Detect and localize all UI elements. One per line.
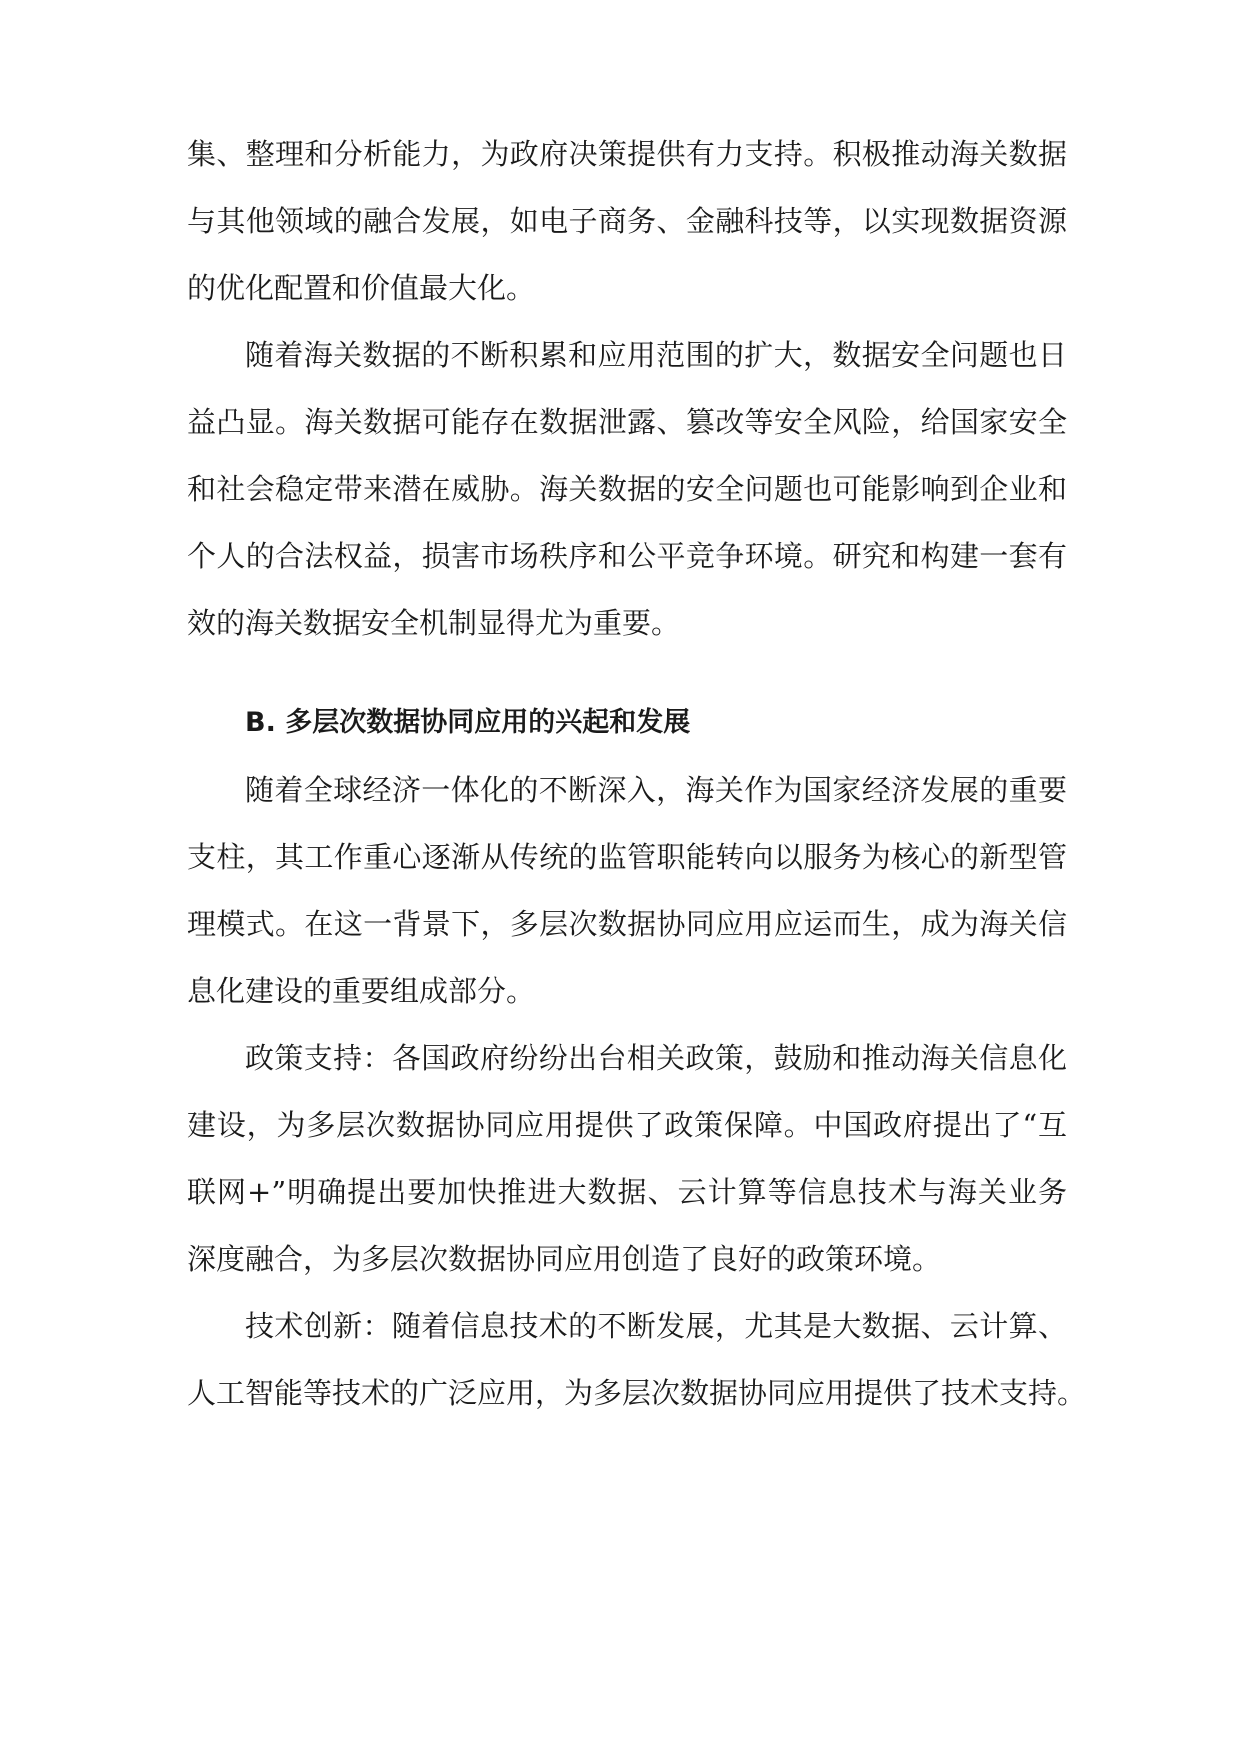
text-line: 随着海关数据的不断积累和应用范围的扩大，数据安全问题也日 bbox=[245, 338, 1067, 372]
text-line: 益凸显。海关数据可能存在数据泄露、篡改等安全风险，给国家安全 bbox=[187, 405, 1067, 439]
text-line: 深度融合，为多层次数据协同应用创造了良好的政策环境。 bbox=[187, 1242, 942, 1276]
text-line: 的优化配置和价值最大化。 bbox=[187, 271, 536, 305]
text-line: 和社会稳定带来潜在威胁。海关数据的安全问题也可能影响到企业和 bbox=[187, 472, 1067, 506]
text-line: 建设，为多层次数据协同应用提供了政策保障。中国政府提出了“互 bbox=[187, 1108, 1067, 1142]
text-line: 集、整理和分析能力，为政府决策提供有力支持。积极推动海关数据 bbox=[187, 137, 1067, 171]
text-line: 效的海关数据安全机制显得尤为重要。 bbox=[187, 606, 681, 640]
text-line: 技术创新：随着信息技术的不断发展，尤其是大数据、云计算、 bbox=[245, 1309, 1067, 1343]
text-line: 理模式。在这一背景下，多层次数据协同应用应运而生，成为海关信 bbox=[187, 907, 1067, 941]
text-line: 个人的合法权益，损害市场秩序和公平竞争环境。研究和构建一套有 bbox=[187, 539, 1067, 573]
text-line: 息化建设的重要组成部分。 bbox=[187, 974, 536, 1008]
text-line: 与其他领域的融合发展，如电子商务、金融科技等，以实现数据资源 bbox=[187, 204, 1067, 238]
text-line: 人工智能等技术的广泛应用，为多层次数据协同应用提供了技术支持。 bbox=[187, 1376, 1087, 1410]
text-line: 支柱，其工作重心逐渐从传统的监管职能转向以服务为核心的新型管 bbox=[187, 840, 1067, 874]
text-line: 联网+”明确提出要加快推进大数据、云计算等信息技术与海关业务 bbox=[187, 1175, 1067, 1209]
section-heading: B. 多层次数据协同应用的兴起和发展 bbox=[245, 707, 691, 738]
text-line: 随着全球经济一体化的不断深入，海关作为国家经济发展的重要 bbox=[245, 773, 1067, 807]
text-line: 政策支持：各国政府纷纷出台相关政策，鼓励和推动海关信息化 bbox=[245, 1041, 1067, 1075]
